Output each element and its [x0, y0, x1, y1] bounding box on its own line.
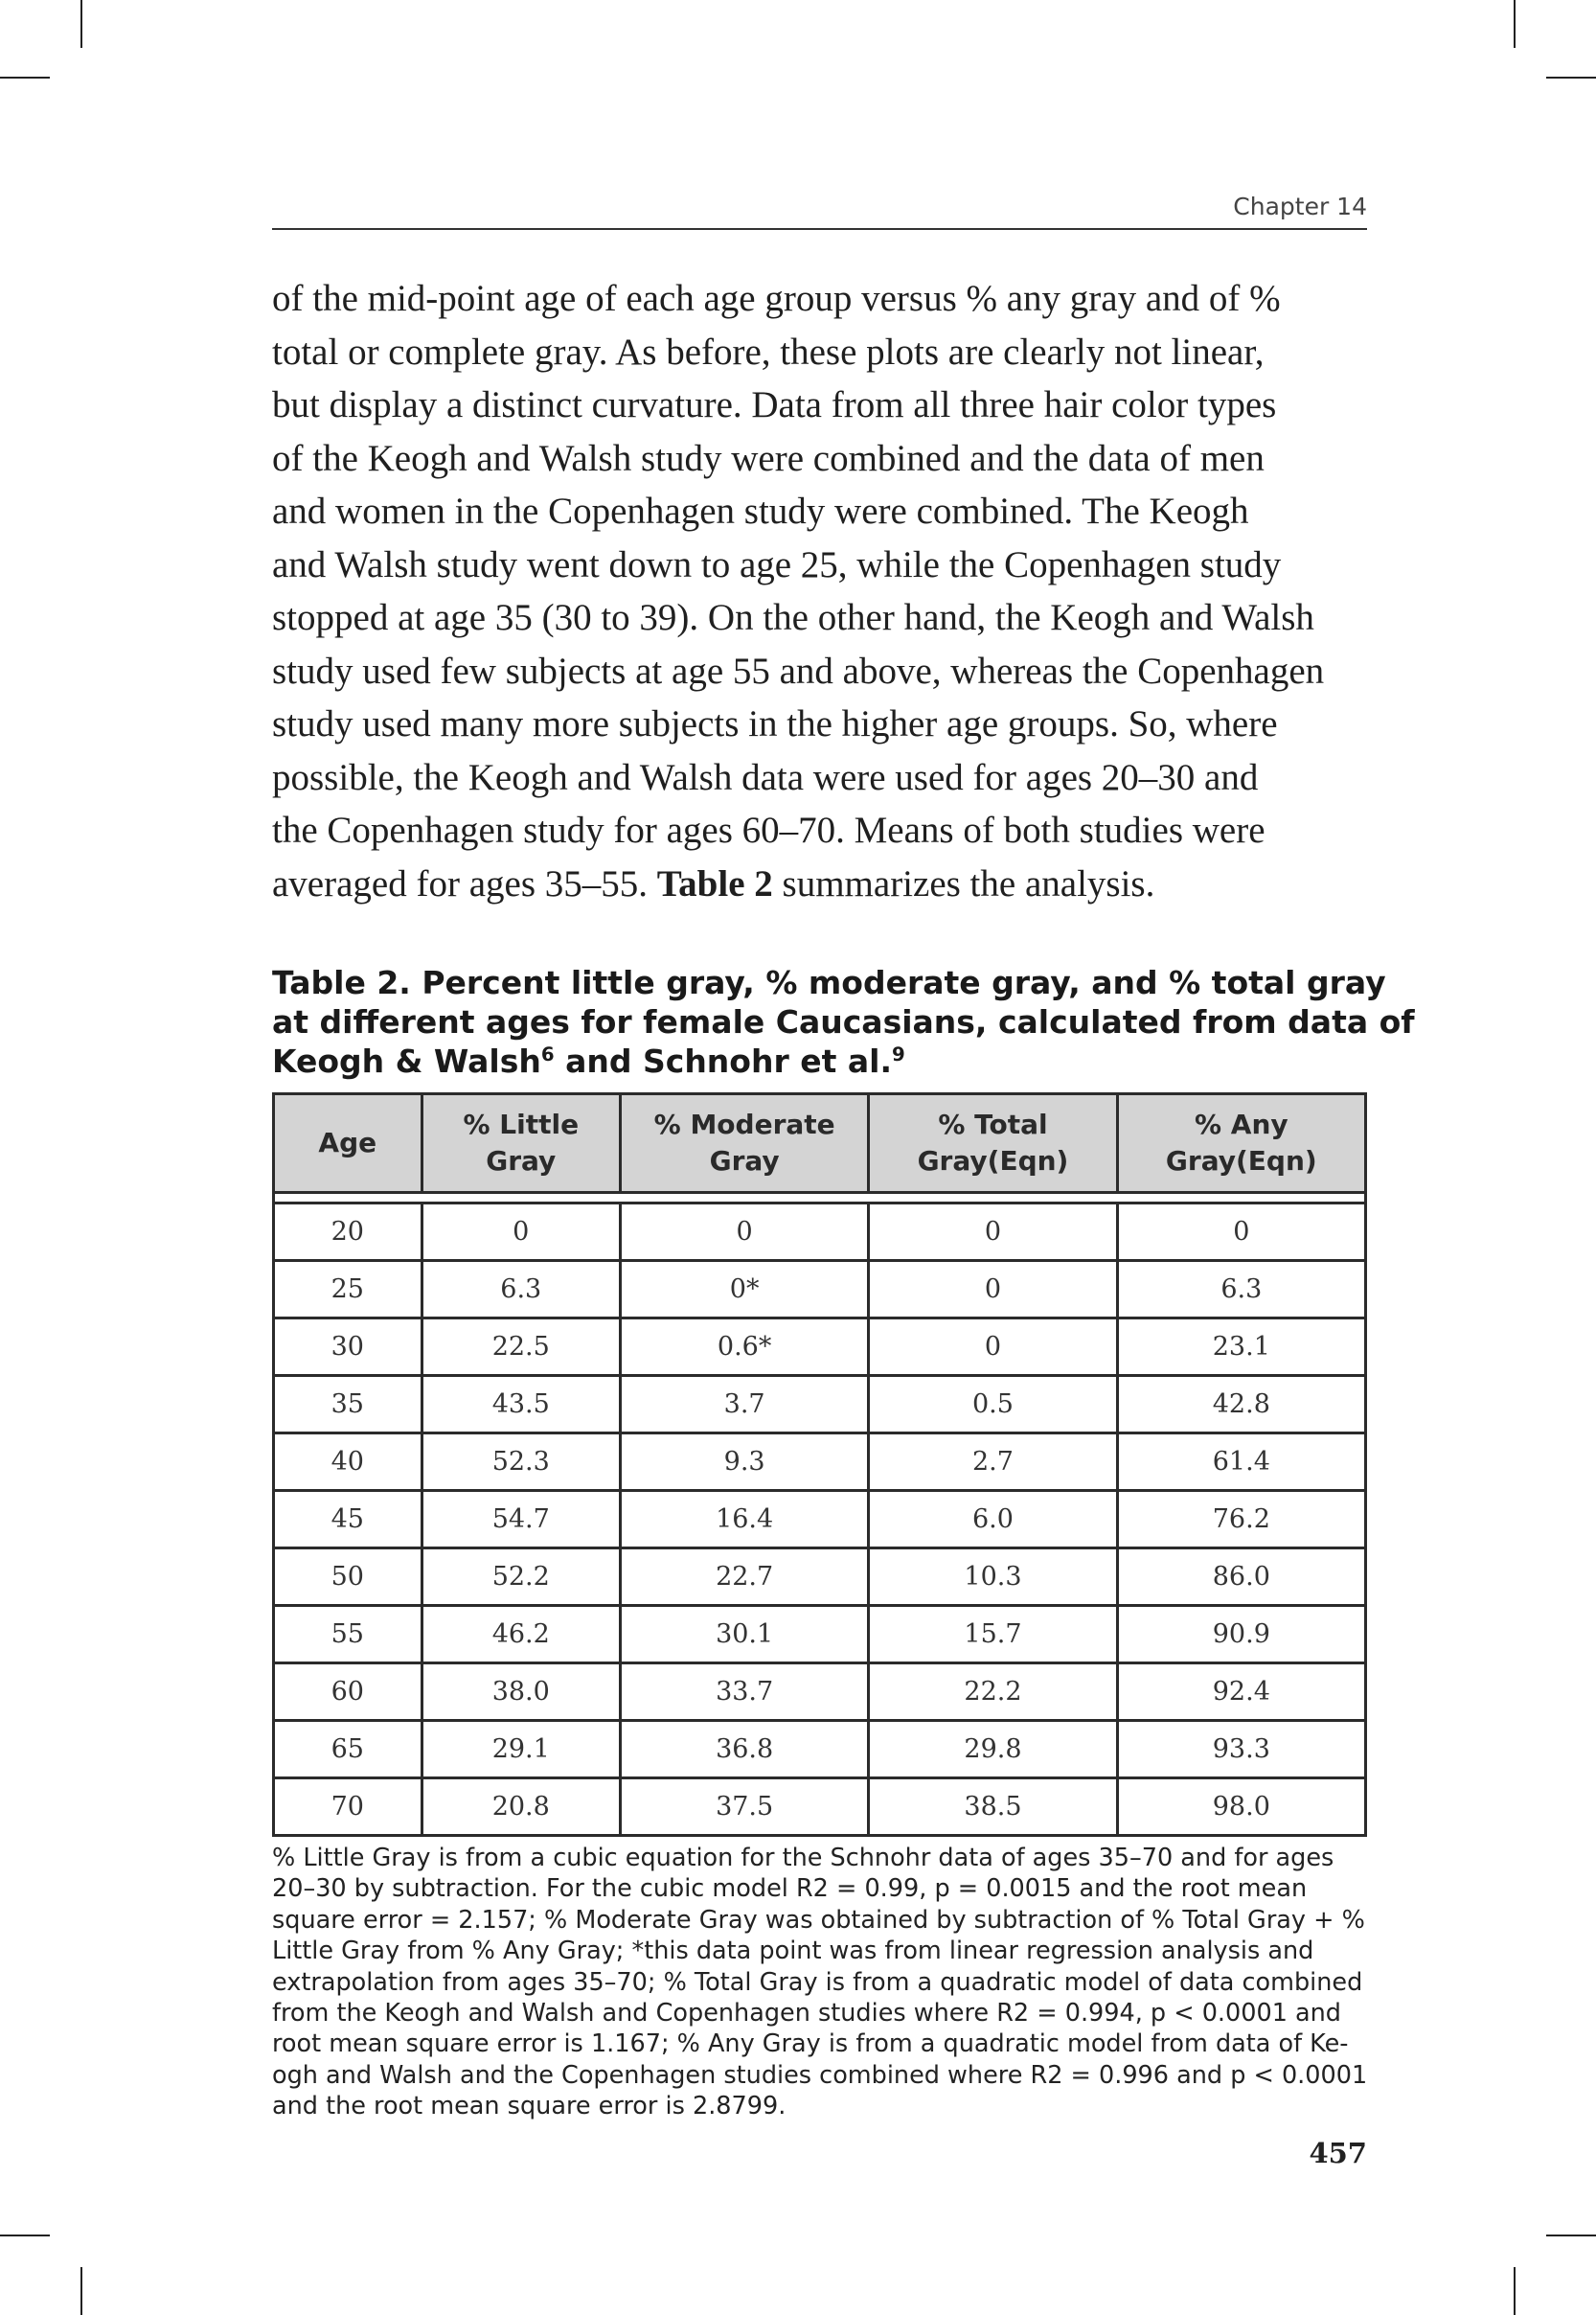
- crop-mark-bottom-left-h: [0, 2235, 50, 2236]
- table-cell: 3.7: [620, 1376, 868, 1433]
- table-cell: 2.7: [869, 1433, 1117, 1491]
- table-row: [274, 1663, 1366, 1721]
- table-cell: 16.4: [620, 1491, 868, 1548]
- caption-text: Keogh & Walsh: [272, 1043, 541, 1080]
- footnote-line: 20–30 by subtraction. For the cubic model R2 = 0.99, p = 0.0015 and the root mean: [272, 1874, 1308, 1904]
- table-cell: 29.8: [869, 1721, 1117, 1778]
- table-caption: [272, 963, 1415, 1081]
- footnote-line: extrapolation from ages 35–70; % Total Gray is from a quadratic model of data combined: [272, 1967, 1363, 1997]
- table-cell: 6.3: [422, 1261, 620, 1318]
- table-cell: 9.3: [620, 1433, 868, 1491]
- table-cell: 45: [274, 1491, 422, 1548]
- crop-mark-bottom-left: [80, 2267, 82, 2315]
- table-cell: 6.0: [869, 1491, 1117, 1548]
- table-row: [274, 1376, 1366, 1433]
- crop-mark-bottom-right: [1514, 2267, 1516, 2315]
- body-line: stopped at age 35 (30 to 39). On the other hand, the Keogh and Walsh: [272, 597, 1314, 638]
- crop-mark-bottom-right-h: [1546, 2235, 1596, 2236]
- header-spacer-row: [274, 1193, 1366, 1203]
- table-cell: 86.0: [1117, 1548, 1365, 1606]
- header-rule: [272, 228, 1367, 230]
- table-cell: 0: [869, 1318, 1117, 1376]
- table-cell: 25: [274, 1261, 422, 1318]
- footnote-line: square error = 2.157; % Moderate Gray was obtained by subtraction of % Total Gray + %: [272, 1905, 1365, 1935]
- body-line: the Copenhagen study for ages 60–70. Means of both studies were: [272, 810, 1265, 851]
- body-line: total or complete gray. As before, these plots are clearly not linear,: [272, 331, 1265, 373]
- table-cell: 38.0: [422, 1663, 620, 1721]
- table-cell: 30: [274, 1318, 422, 1376]
- table-cell: 20.8: [422, 1778, 620, 1836]
- table-cell: 0: [620, 1203, 868, 1261]
- table-cell: 20: [274, 1203, 422, 1261]
- table-row: [274, 1548, 1366, 1606]
- table-cell: 30.1: [620, 1606, 868, 1663]
- table-cell: 76.2: [1117, 1491, 1365, 1548]
- column-header-little-gray: % Little Gray: [422, 1094, 620, 1193]
- citation-superscript: 6: [540, 1043, 555, 1066]
- table-cell: 0: [869, 1261, 1117, 1318]
- page-number: 457: [1309, 2137, 1367, 2169]
- table-cell: 22.2: [869, 1663, 1117, 1721]
- table-cell: 90.9: [1117, 1606, 1365, 1663]
- table-cell: 29.1: [422, 1721, 620, 1778]
- table-row: [274, 1778, 1366, 1836]
- footnote-line: ogh and Walsh and the Copenhagen studies combined where R2 = 0.996 and p < 0.0001: [272, 2060, 1368, 2090]
- table-cell: 60: [274, 1663, 422, 1721]
- caption-text: and Schnohr et al.: [554, 1043, 892, 1080]
- table-cell: 40: [274, 1433, 422, 1491]
- table-cell: 36.8: [620, 1721, 868, 1778]
- table-cell: 61.4: [1117, 1433, 1365, 1491]
- table-cell: 37.5: [620, 1778, 868, 1836]
- table-cell: 52.2: [422, 1548, 620, 1606]
- table-cell: 0.6*: [620, 1318, 868, 1376]
- table-cell: 0: [869, 1203, 1117, 1261]
- table-cell: 50: [274, 1548, 422, 1606]
- table-cell: 23.1: [1117, 1318, 1365, 1376]
- body-line-last: [272, 858, 1355, 911]
- table-row: [274, 1491, 1366, 1548]
- footnote-line: and the root mean square error is 2.8799.: [272, 2092, 787, 2121]
- caption-line: at different ages for female Caucasians, calculated from data of: [272, 1003, 1415, 1041]
- gray-hair-table: [272, 1092, 1367, 1837]
- table-cell: 70: [274, 1778, 422, 1836]
- body-line: and women in the Copenhagen study were combined. The Keogh: [272, 491, 1249, 532]
- table-cell: 93.3: [1117, 1721, 1365, 1778]
- table-cell: 54.7: [422, 1491, 620, 1548]
- column-header-any-gray: % Any Gray(Eqn): [1117, 1094, 1365, 1193]
- table-cell: 92.4: [1117, 1663, 1365, 1721]
- table-row: [274, 1721, 1366, 1778]
- table-cell: 0.5: [869, 1376, 1117, 1433]
- body-line: of the mid-point age of each age group versus % any gray and of %: [272, 278, 1281, 319]
- footnote-line: from the Keogh and Walsh and Copenhagen studies where R2 = 0.994, p < 0.0001 and: [272, 1999, 1341, 2028]
- table-cell: 10.3: [869, 1548, 1117, 1606]
- table-cell: 33.7: [620, 1663, 868, 1721]
- table-cell: 15.7: [869, 1606, 1117, 1663]
- table-row: [274, 1606, 1366, 1663]
- table-cell: 35: [274, 1376, 422, 1433]
- table-cell: 65: [274, 1721, 422, 1778]
- column-header-moderate-gray: % Moderate Gray: [620, 1094, 868, 1193]
- body-line: of the Keogh and Walsh study were combined and the data of men: [272, 437, 1265, 479]
- table-footnote: [272, 1843, 1367, 2122]
- footnote-line: root mean square error is 1.167; % Any Gray is from a quadratic model from data of Ke-: [272, 2029, 1349, 2059]
- table-cell: 55: [274, 1606, 422, 1663]
- body-text-segment: summarizes the analysis.: [772, 862, 1155, 905]
- table-cell: 0: [422, 1203, 620, 1261]
- table-cell: 38.5: [869, 1778, 1117, 1836]
- footnote-line: % Little Gray is from a cubic equation for the Schnohr data of ages 35–70 and for ages: [272, 1844, 1334, 1872]
- caption-line: Table 2. Percent little gray, % moderate gray, and % total gray: [272, 964, 1386, 1001]
- table-cell: 98.0: [1117, 1778, 1365, 1836]
- table-reference: Table 2: [656, 862, 773, 905]
- body-line: possible, the Keogh and Walsh data were used for ages 20–30 and: [272, 756, 1259, 798]
- crop-mark-top-right-h: [1546, 77, 1596, 79]
- body-line: study used few subjects at age 55 and above, whereas the Copenhagen: [272, 650, 1325, 692]
- crop-mark-top-left: [80, 0, 82, 48]
- table-row: [274, 1318, 1366, 1376]
- table-row: [274, 1203, 1366, 1261]
- table-row: [274, 1433, 1366, 1491]
- body-text-segment: averaged for ages 35–55.: [272, 862, 657, 905]
- table-cell: 22.5: [422, 1318, 620, 1376]
- crop-mark-top-right: [1514, 0, 1516, 48]
- column-header-total-gray: % Total Gray(Eqn): [869, 1094, 1117, 1193]
- body-line: study used many more subjects in the higher age groups. So, where: [272, 703, 1278, 745]
- column-header-age: Age: [274, 1094, 422, 1193]
- running-head: Chapter 14: [1233, 193, 1367, 220]
- body-line: and Walsh study went down to age 25, while the Copenhagen study: [272, 543, 1282, 585]
- table-cell: 52.3: [422, 1433, 620, 1491]
- table-cell: 0: [1117, 1203, 1365, 1261]
- citation-superscript: 9: [892, 1043, 905, 1066]
- table-header-row: [274, 1094, 1366, 1193]
- table-cell: 46.2: [422, 1606, 620, 1663]
- body-line: but display a distinct curvature. Data from all three hair color types: [272, 384, 1277, 425]
- table-cell: 42.8: [1117, 1376, 1365, 1433]
- crop-mark-top-left-h: [0, 77, 50, 79]
- body-paragraph: [272, 272, 1355, 910]
- table-cell: 22.7: [620, 1548, 868, 1606]
- table-row: [274, 1261, 1366, 1318]
- footnote-line: Little Gray from % Any Gray; *this data point was from linear regression analysis and: [272, 1937, 1314, 1966]
- caption-line: [272, 1042, 1367, 1081]
- table-cell: 6.3: [1117, 1261, 1365, 1318]
- table-cell: 43.5: [422, 1376, 620, 1433]
- table-cell: 0*: [620, 1261, 868, 1318]
